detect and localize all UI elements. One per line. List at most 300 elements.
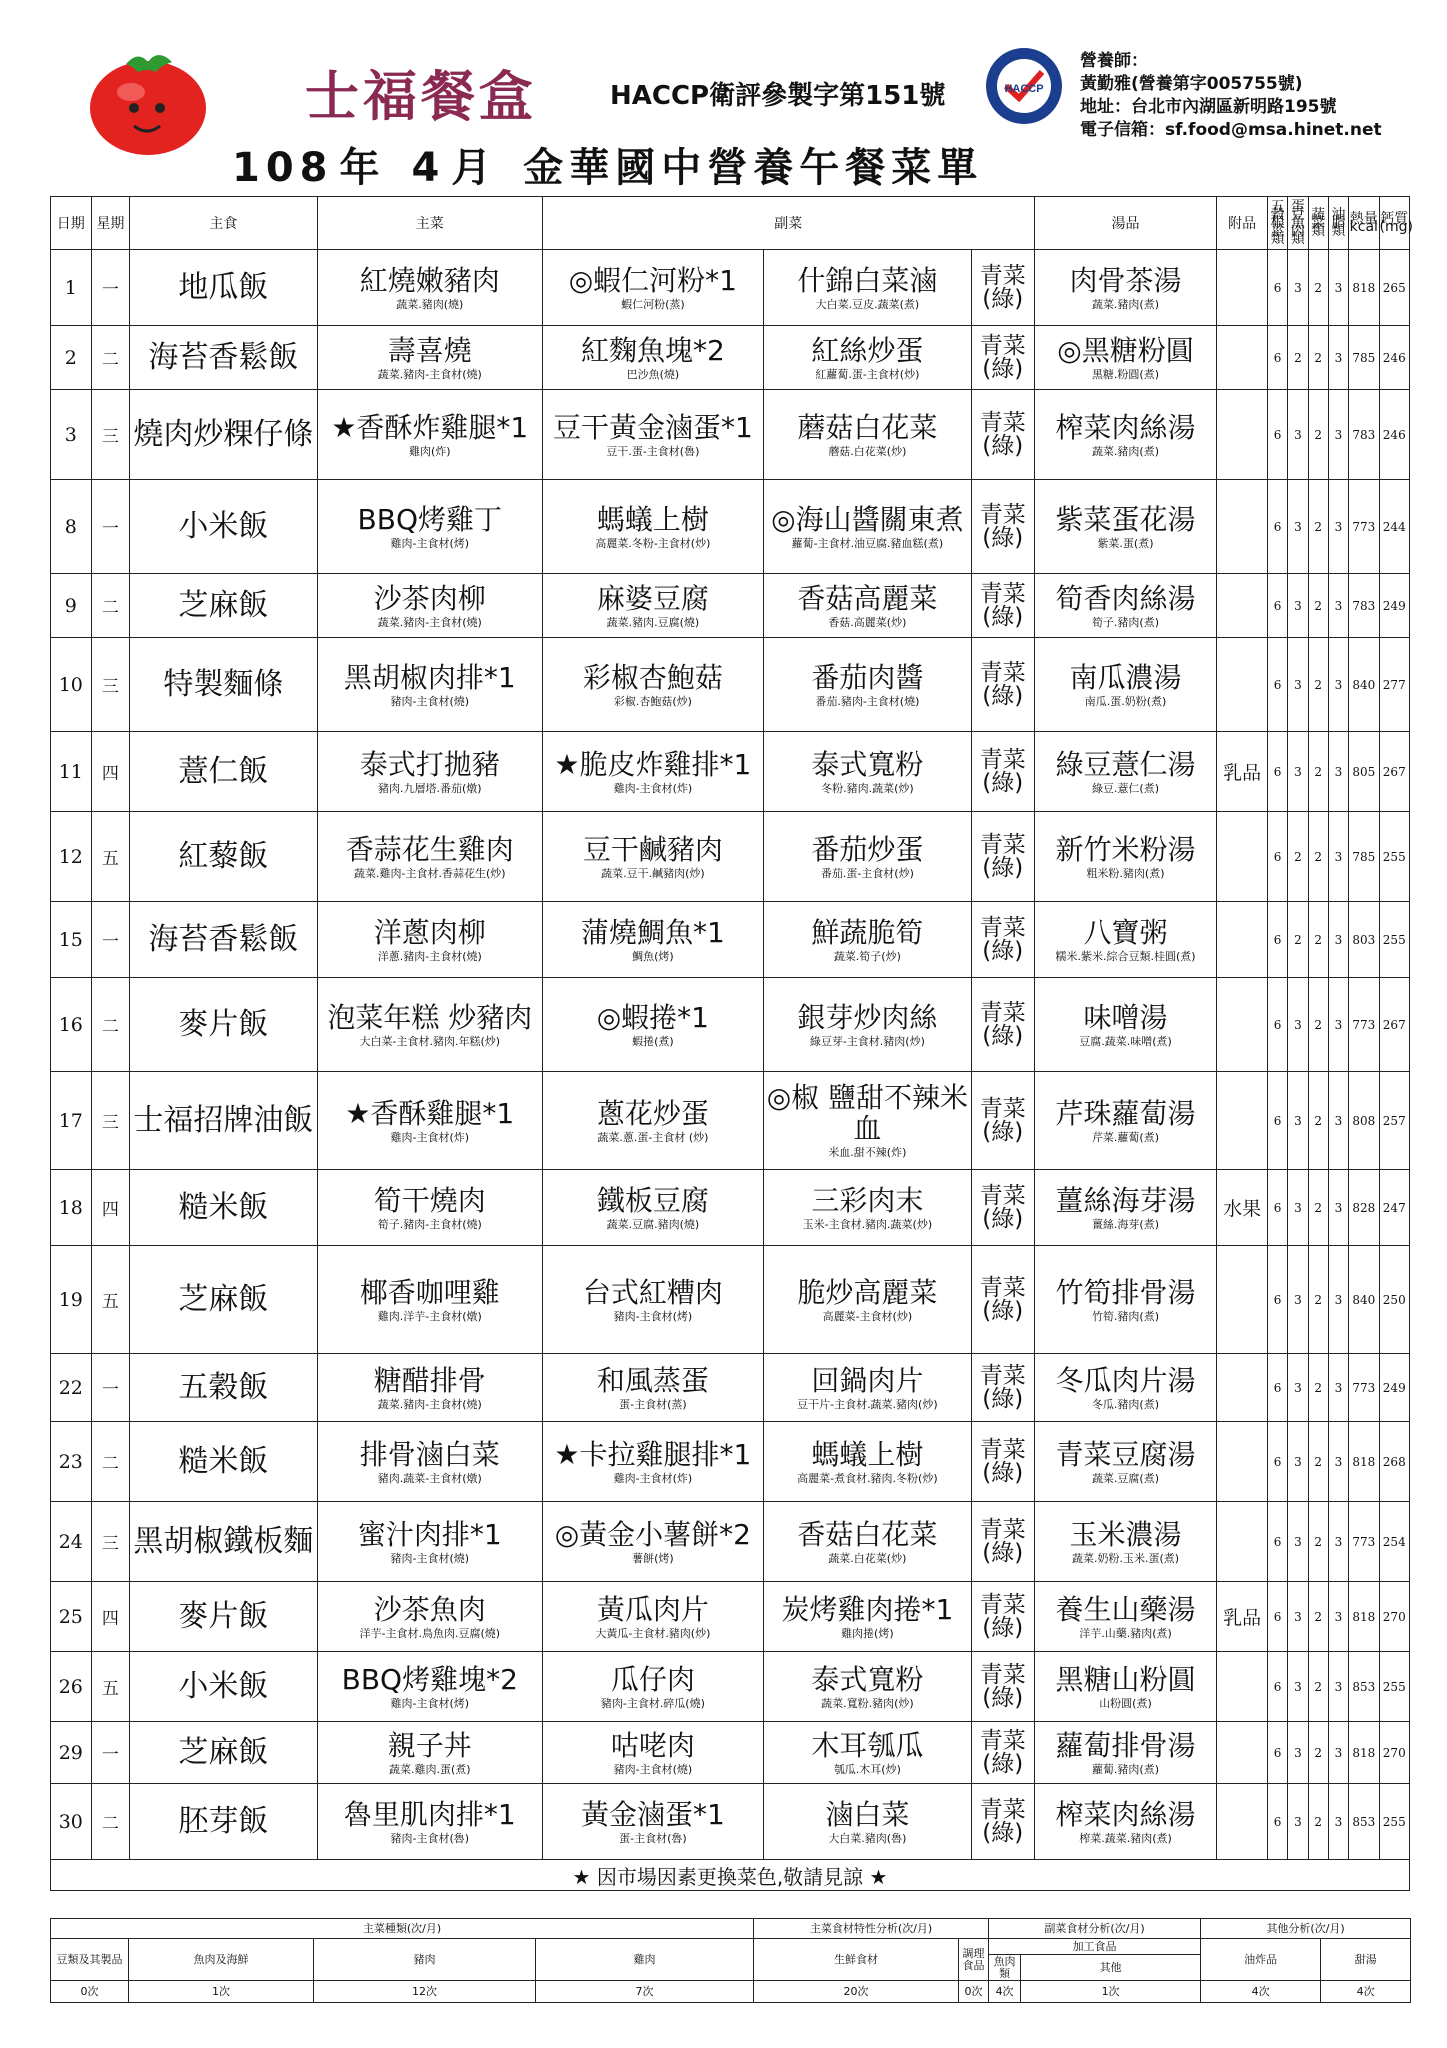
soup-name: 養生山藥湯 xyxy=(1055,1592,1196,1626)
soup-name: 南瓜濃湯 xyxy=(1069,660,1182,694)
main-dish-ingredients: 豬肉-主食材(魯) xyxy=(390,1831,470,1845)
soup-name: 榨菜肉絲湯 xyxy=(1055,410,1196,444)
soup-ingredients: 蔬菜.豆腐(煮) xyxy=(1091,1471,1160,1485)
nutrition-n1-cell: 6 xyxy=(1267,638,1287,732)
nutrition-n1-cell: 6 xyxy=(1267,902,1287,978)
side-dish-1-ingredients: 蝦捲(煮) xyxy=(632,1034,674,1048)
nutrition-ca-cell: 257 xyxy=(1379,1072,1409,1170)
nutrition-kcal-cell: 785 xyxy=(1349,812,1379,902)
weekday-cell: 五 xyxy=(91,812,130,902)
nutrition-n4-cell: 3 xyxy=(1328,1784,1348,1860)
nutrition-ca-cell: 249 xyxy=(1379,1354,1409,1422)
nutrition-n1-cell: 6 xyxy=(1267,326,1287,390)
nutrition-n2-cell: 3 xyxy=(1288,1652,1308,1722)
haccp-seal-icon xyxy=(984,46,1064,126)
nutrition-n2-cell: 3 xyxy=(1288,1170,1308,1246)
soup-cell xyxy=(1034,1170,1217,1246)
nutrition-n1-cell: 6 xyxy=(1267,1422,1287,1502)
nutrition-n2-cell: 3 xyxy=(1288,1784,1308,1860)
weekday-cell: 一 xyxy=(91,250,130,326)
staple-cell: 黑胡椒鐵板麵 xyxy=(130,1502,318,1582)
soup-cell xyxy=(1034,326,1217,390)
side-dish-1-cell xyxy=(542,250,763,326)
main-dish-ingredients: 蔬菜.豬肉-主食材(燒) xyxy=(377,1397,482,1411)
nutrition-ca-cell: 249 xyxy=(1379,574,1409,638)
side-dish-2-name: 紅絲炒蛋 xyxy=(811,333,924,367)
side-dish-2-cell xyxy=(763,1246,971,1354)
col-calories: 熱量kcal xyxy=(1349,197,1379,250)
summary-fishball-value: 4次 xyxy=(989,1981,1021,2003)
soup-ingredients: 蔬菜.豬肉(煮) xyxy=(1091,297,1160,311)
page-title xyxy=(232,136,989,193)
side-dish-1-ingredients: 豬肉-主食材.碎瓜(燒) xyxy=(600,1696,705,1710)
staple-cell: 麥片飯 xyxy=(130,1582,318,1652)
summary-chicken-value: 7次 xyxy=(536,1981,754,2003)
nutrition-ca-cell: 254 xyxy=(1379,1502,1409,1582)
nutrition-n4-cell: 3 xyxy=(1328,978,1348,1072)
soup-name: 榨菜肉絲湯 xyxy=(1055,1797,1196,1831)
side-dish-2-name: 銀芽炒肉絲 xyxy=(797,1000,938,1034)
nutrition-n4-cell: 3 xyxy=(1328,574,1348,638)
nutrition-ca-cell: 268 xyxy=(1379,1422,1409,1502)
side-dish-1-cell xyxy=(542,326,763,390)
soup-ingredients: 蔬菜.豬肉(煮) xyxy=(1091,444,1160,458)
extra-cell xyxy=(1217,480,1268,574)
main-dish-cell xyxy=(317,638,542,732)
table-row xyxy=(51,1652,1410,1722)
extra-cell xyxy=(1217,978,1268,1072)
nutrition-ca-cell: 255 xyxy=(1379,1652,1409,1722)
side-dish-1-cell xyxy=(542,1072,763,1170)
extra-cell xyxy=(1217,390,1268,480)
side-dish-2-ingredients: 大白菜.豬肉(魯) xyxy=(828,1831,907,1845)
nutrition-n3-cell: 2 xyxy=(1308,1652,1328,1722)
title-year: 108 xyxy=(232,145,334,191)
main-dish-cell xyxy=(317,390,542,480)
side-dish-2-name: 螞蟻上樹 xyxy=(811,1437,924,1471)
col-main-dish: 主菜 xyxy=(317,197,542,250)
soup-ingredients: 山粉圓(煮) xyxy=(1099,1696,1152,1710)
soup-cell xyxy=(1034,1652,1217,1722)
day-cell: 16 xyxy=(51,978,92,1072)
main-dish-name: 蜜汁肉排*1 xyxy=(357,1517,502,1551)
main-dish-ingredients: 豬肉.蔬菜-主食材(燉) xyxy=(377,1471,482,1485)
col-protein: 蛋豆魚肉類 xyxy=(1288,197,1308,250)
side-dish-1-cell xyxy=(542,1582,763,1652)
table-row xyxy=(51,326,1410,390)
side-dish-1-ingredients: 巴沙魚(燒) xyxy=(626,367,680,381)
side-dish-1-cell xyxy=(542,1354,763,1422)
vegetable-cell: 青菜(綠) xyxy=(971,1354,1034,1422)
col-day: 日期 xyxy=(51,197,92,250)
side-dish-1-ingredients: 豆干.蛋-主食材(魯) xyxy=(606,444,700,458)
col-fats: 油脂類 xyxy=(1328,197,1348,250)
soup-name: 筍香肉絲湯 xyxy=(1055,581,1196,615)
side-dish-2-name: 蘑菇白花菜 xyxy=(797,410,938,444)
tomato-logo-icon xyxy=(86,46,210,158)
extra-cell: 水果 xyxy=(1217,1170,1268,1246)
vegetable-cell: 青菜(綠) xyxy=(971,390,1034,480)
summary-sweet-header: 甜湯 xyxy=(1321,1939,1411,1981)
nutrition-n4-cell: 3 xyxy=(1328,1354,1348,1422)
side-dish-1-name: 咕咾肉 xyxy=(610,1728,695,1762)
title-month: 4 xyxy=(411,145,446,191)
nutrition-n2-cell: 3 xyxy=(1288,390,1308,480)
nutrition-kcal-cell: 785 xyxy=(1349,326,1379,390)
extra-cell xyxy=(1217,1422,1268,1502)
summary-prepared-header: 調理食品 xyxy=(959,1939,989,1981)
extra-cell xyxy=(1217,902,1268,978)
side-dish-1-ingredients: 薯餅(烤) xyxy=(632,1551,674,1565)
nutrition-kcal-cell: 773 xyxy=(1349,1502,1379,1582)
soup-ingredients: 薑絲.海芽(煮) xyxy=(1091,1217,1160,1231)
haccp-certificate-number: HACCP衛評參製字第151號 xyxy=(610,81,946,111)
side-dish-2-name: 脆炒高麗菜 xyxy=(797,1275,938,1309)
table-row xyxy=(51,480,1410,574)
main-dish-name: BBQ烤雞塊*2 xyxy=(341,1662,518,1696)
side-dish-1-cell xyxy=(542,1170,763,1246)
side-dish-1-ingredients: 蛋-主食材(魯) xyxy=(619,1831,687,1845)
table-row xyxy=(51,1422,1410,1502)
title-year-unit: 年 xyxy=(339,145,386,191)
soup-name: 蘿蔔排骨湯 xyxy=(1055,1728,1196,1762)
side-dish-1-cell xyxy=(542,390,763,480)
side-dish-2-cell xyxy=(763,574,971,638)
nutrition-n1-cell: 6 xyxy=(1267,390,1287,480)
side-dish-2-name: 木耳瓠瓜 xyxy=(811,1728,924,1762)
nutrition-ca-cell: 267 xyxy=(1379,732,1409,812)
staple-cell: 糙米飯 xyxy=(130,1170,318,1246)
summary-prepared-value: 0次 xyxy=(959,1981,989,2003)
day-cell: 25 xyxy=(51,1582,92,1652)
day-cell: 10 xyxy=(51,638,92,732)
table-row xyxy=(51,1072,1410,1170)
side-dish-1-cell xyxy=(542,1502,763,1582)
nutrition-n1-cell: 6 xyxy=(1267,1652,1287,1722)
nutrition-ca-cell: 265 xyxy=(1379,250,1409,326)
main-dish-name: 黑胡椒肉排*1 xyxy=(343,660,516,694)
side-dish-2-ingredients: 番茄.豬肉-主食材(燒) xyxy=(815,694,920,708)
vegetable-cell: 青菜(綠) xyxy=(971,1246,1034,1354)
weekday-cell: 三 xyxy=(91,638,130,732)
side-dish-1-ingredients: 高麗菜.冬粉-主食材(炒) xyxy=(595,536,711,550)
day-cell: 17 xyxy=(51,1072,92,1170)
main-dish-name: 親子丼 xyxy=(387,1728,472,1762)
nutrition-ca-cell: 270 xyxy=(1379,1722,1409,1784)
main-dish-name: 沙茶魚肉 xyxy=(373,1592,486,1626)
soup-name: 八寶粥 xyxy=(1083,915,1168,949)
nutrition-n1-cell: 6 xyxy=(1267,1784,1287,1860)
nutrition-n2-cell: 2 xyxy=(1288,902,1308,978)
side-dish-1-name: 黃瓜肉片 xyxy=(596,1592,709,1626)
col-side-dish: 副菜 xyxy=(542,197,1034,250)
main-dish-name: 泡菜年糕 炒豬肉 xyxy=(327,1000,533,1034)
soup-cell xyxy=(1034,1502,1217,1582)
day-cell: 11 xyxy=(51,732,92,812)
dietitian-name: 黃勤雅(營養第字005755號) xyxy=(1080,74,1303,94)
side-dish-2-name: 泰式寬粉 xyxy=(811,1662,924,1696)
nutrition-n1-cell: 6 xyxy=(1267,1582,1287,1652)
extra-cell xyxy=(1217,1354,1268,1422)
nutrition-n1-cell: 6 xyxy=(1267,480,1287,574)
side-dish-2-name: ◎椒 鹽甜不辣米血 xyxy=(766,1081,969,1145)
main-dish-cell xyxy=(317,1652,542,1722)
staple-cell: 特製麵條 xyxy=(130,638,318,732)
side-dish-2-ingredients: 豆干片-主食材.蔬菜.豬肉(炒) xyxy=(797,1397,938,1411)
side-dish-2-cell xyxy=(763,250,971,326)
side-dish-1-cell xyxy=(542,978,763,1072)
company-address: 地址：台北市內湖區新明路195號 xyxy=(1080,97,1337,117)
side-dish-2-cell xyxy=(763,902,971,978)
nutrition-kcal-cell: 808 xyxy=(1349,1072,1379,1170)
main-dish-ingredients: 雞肉(炸) xyxy=(408,444,451,458)
side-dish-1-ingredients: 豬肉-主食材(燒) xyxy=(613,1762,693,1776)
nutrition-n3-cell: 2 xyxy=(1308,638,1328,732)
menu-header xyxy=(0,0,1447,196)
day-cell: 23 xyxy=(51,1422,92,1502)
nutrition-kcal-cell: 818 xyxy=(1349,1422,1379,1502)
soup-ingredients: 豆腐.蔬菜.味噌(煮) xyxy=(1079,1034,1172,1048)
day-cell: 1 xyxy=(51,250,92,326)
side-dish-1-name: ◎蝦捲*1 xyxy=(596,1000,709,1034)
extra-cell xyxy=(1217,1246,1268,1354)
side-dish-2-cell xyxy=(763,1502,971,1582)
table-row xyxy=(51,1582,1410,1652)
soup-ingredients: 榨菜.蔬菜.豬肉(煮) xyxy=(1079,1831,1172,1845)
nutrition-n2-cell: 2 xyxy=(1288,326,1308,390)
summary-main-types-label: 主菜種類(次/月) xyxy=(51,1919,754,1939)
side-dish-2-cell xyxy=(763,1072,971,1170)
main-dish-name: 糖醋排骨 xyxy=(373,1363,486,1397)
weekday-cell: 二 xyxy=(91,978,130,1072)
side-dish-1-cell xyxy=(542,1722,763,1784)
col-vegetables: 蔬菜類 xyxy=(1308,197,1328,250)
staple-cell: 士福招牌油飯 xyxy=(130,1072,318,1170)
soup-ingredients: 筍子.豬肉(煮) xyxy=(1091,615,1160,629)
side-dish-2-ingredients: 高麗菜-主食材(炒) xyxy=(822,1309,913,1323)
side-dish-1-cell xyxy=(542,1652,763,1722)
nutrition-n3-cell: 2 xyxy=(1308,480,1328,574)
side-dish-1-name: 紅麴魚塊*2 xyxy=(580,333,725,367)
nutrition-n3-cell: 2 xyxy=(1308,812,1328,902)
vegetable-cell: 青菜(綠) xyxy=(971,902,1034,978)
monthly-analysis-table xyxy=(50,1918,1411,2003)
summary-subgroup-row xyxy=(51,1939,1411,1955)
main-dish-ingredients: 洋蔥.豬肉-主食材(燒) xyxy=(377,949,482,963)
company-email[interactable]: 電子信箱：sf.food@msa.hinet.net xyxy=(1080,120,1382,140)
nutrition-ca-cell: 267 xyxy=(1379,978,1409,1072)
weekday-cell: 一 xyxy=(91,1722,130,1784)
table-row xyxy=(51,1170,1410,1246)
side-dish-1-name: 螞蟻上樹 xyxy=(596,502,709,536)
summary-fish-value: 1次 xyxy=(129,1981,314,2003)
extra-cell xyxy=(1217,1652,1268,1722)
weekday-cell: 一 xyxy=(91,1354,130,1422)
main-dish-cell xyxy=(317,902,542,978)
main-dish-cell xyxy=(317,812,542,902)
soup-cell xyxy=(1034,574,1217,638)
staple-cell: 小米飯 xyxy=(130,1652,318,1722)
nutrition-kcal-cell: 828 xyxy=(1349,1170,1379,1246)
extra-cell xyxy=(1217,1722,1268,1784)
main-dish-name: BBQ烤雞丁 xyxy=(357,502,502,536)
side-dish-2-name: 泰式寬粉 xyxy=(811,747,924,781)
nutrition-n1-cell: 6 xyxy=(1267,250,1287,326)
side-dish-2-name: 番茄肉醬 xyxy=(811,660,924,694)
soup-ingredients: 芹菜.蘿蔔(煮) xyxy=(1091,1130,1160,1144)
nutrition-n2-cell: 3 xyxy=(1288,1502,1308,1582)
weekday-cell: 三 xyxy=(91,390,130,480)
main-dish-name: 香蒜花生雞肉 xyxy=(345,832,514,866)
nutrition-kcal-cell: 818 xyxy=(1349,1722,1379,1784)
summary-fishball-header: 魚肉類 xyxy=(989,1955,1021,1981)
soup-name: ◎黑糖粉圓 xyxy=(1057,333,1194,367)
nutrition-kcal-cell: 818 xyxy=(1349,250,1379,326)
table-row xyxy=(51,638,1410,732)
side-dish-1-name: ◎黃金小薯餅*2 xyxy=(554,1517,751,1551)
main-dish-cell xyxy=(317,480,542,574)
main-dish-cell xyxy=(317,250,542,326)
main-dish-ingredients: 洋芋-主食材.鳥魚肉.豆腐(燒) xyxy=(359,1626,501,1640)
nutrition-n2-cell: 3 xyxy=(1288,638,1308,732)
summary-pork-header: 豬肉 xyxy=(314,1939,536,1981)
vegetable-cell: 青菜(綠) xyxy=(971,1722,1034,1784)
extra-cell xyxy=(1217,1784,1268,1860)
side-dish-1-cell xyxy=(542,902,763,978)
side-dish-1-ingredients: 鯛魚(烤) xyxy=(632,949,674,963)
side-dish-2-name: 炭烤雞肉捲*1 xyxy=(781,1592,954,1626)
nutrition-kcal-cell: 773 xyxy=(1349,480,1379,574)
side-dish-1-name: ★卡拉雞腿排*1 xyxy=(554,1437,752,1471)
main-dish-ingredients: 雞肉.洋芋-主食材(燉) xyxy=(377,1309,482,1323)
side-dish-2-cell xyxy=(763,390,971,480)
nutrition-n4-cell: 3 xyxy=(1328,1170,1348,1246)
staple-cell: 地瓜飯 xyxy=(130,250,318,326)
nutrition-kcal-cell: 783 xyxy=(1349,390,1379,480)
nutrition-n3-cell: 2 xyxy=(1308,732,1328,812)
side-dish-2-name: 什錦白菜滷 xyxy=(797,263,938,297)
soup-ingredients: 蘿蔔.豬肉(煮) xyxy=(1091,1762,1160,1776)
nutrition-n4-cell: 3 xyxy=(1328,1422,1348,1502)
main-dish-cell xyxy=(317,1422,542,1502)
main-dish-ingredients: 蔬菜.雞肉-主食材.香蒜花生(炒) xyxy=(354,866,506,880)
side-dish-1-cell xyxy=(542,1246,763,1354)
weekday-cell: 四 xyxy=(91,732,130,812)
staple-cell: 芝麻飯 xyxy=(130,1246,318,1354)
summary-sweet-value: 4次 xyxy=(1321,1981,1411,2003)
side-dish-2-ingredients: 紅蘿蔔.蛋-主食材(炒) xyxy=(815,367,920,381)
nutrition-n3-cell: 2 xyxy=(1308,250,1328,326)
side-dish-2-ingredients: 高麗菜-煮食材.豬肉.冬粉(炒) xyxy=(797,1471,938,1485)
soup-cell xyxy=(1034,812,1217,902)
main-dish-name: 壽喜燒 xyxy=(387,333,472,367)
staple-cell: 薏仁飯 xyxy=(130,732,318,812)
side-dish-2-cell xyxy=(763,812,971,902)
day-cell: 30 xyxy=(51,1784,92,1860)
main-dish-ingredients: 蔬菜.豬肉-主食材(燒) xyxy=(377,615,482,629)
side-dish-2-ingredients: 玉米-主食材.豬肉.蔬菜(炒) xyxy=(802,1217,933,1231)
nutrition-n4-cell: 3 xyxy=(1328,812,1348,902)
main-dish-name: 紅燒嫩豬肉 xyxy=(359,263,500,297)
summary-chicken-header: 雞肉 xyxy=(536,1939,754,1981)
summary-value-row xyxy=(51,1981,1411,2003)
side-dish-1-ingredients: 大黃瓜-主食材.豬肉(炒) xyxy=(595,1626,711,1640)
nutrition-n2-cell: 3 xyxy=(1288,480,1308,574)
nutrition-n2-cell: 3 xyxy=(1288,1246,1308,1354)
vegetable-cell: 青菜(綠) xyxy=(971,480,1034,574)
summary-fish-header: 魚肉及海鮮 xyxy=(129,1939,314,1981)
vegetable-cell: 青菜(綠) xyxy=(971,1784,1034,1860)
soup-ingredients: 紫菜.蛋(煮) xyxy=(1097,536,1154,550)
table-row xyxy=(51,978,1410,1072)
nutrition-n1-cell: 6 xyxy=(1267,732,1287,812)
nutrition-n3-cell: 2 xyxy=(1308,902,1328,978)
table-row xyxy=(51,1354,1410,1422)
summary-side-label: 副菜食材分析(次/月) xyxy=(989,1919,1201,1939)
col-staple: 主食 xyxy=(130,197,318,250)
nutrition-n2-cell: 3 xyxy=(1288,978,1308,1072)
table-row xyxy=(51,1502,1410,1582)
side-dish-1-cell xyxy=(542,732,763,812)
nutrition-n1-cell: 6 xyxy=(1267,978,1287,1072)
title-month-unit: 月 xyxy=(451,145,498,191)
nutrition-kcal-cell: 773 xyxy=(1349,1354,1379,1422)
nutrition-n4-cell: 3 xyxy=(1328,250,1348,326)
soup-name: 青菜豆腐湯 xyxy=(1055,1437,1196,1471)
day-cell: 3 xyxy=(51,390,92,480)
staple-cell: 五穀飯 xyxy=(130,1354,318,1422)
vegetable-cell: 青菜(綠) xyxy=(971,1502,1034,1582)
lunch-menu-table xyxy=(50,196,1413,1891)
table-row xyxy=(51,1246,1410,1354)
staple-cell: 海苔香鬆飯 xyxy=(130,326,318,390)
summary-misc-value: 1次 xyxy=(1021,1981,1201,2003)
day-cell: 9 xyxy=(51,574,92,638)
vegetable-cell: 青菜(綠) xyxy=(971,326,1034,390)
day-cell: 26 xyxy=(51,1652,92,1722)
weekday-cell: 四 xyxy=(91,1170,130,1246)
side-dish-2-name: 香菇白花菜 xyxy=(797,1517,938,1551)
soup-cell xyxy=(1034,902,1217,978)
soup-ingredients: 綠豆.薏仁(煮) xyxy=(1091,781,1160,795)
nutrition-kcal-cell: 783 xyxy=(1349,574,1379,638)
nutrition-ca-cell: 277 xyxy=(1379,638,1409,732)
extra-cell: 乳品 xyxy=(1217,732,1268,812)
staple-cell: 芝麻飯 xyxy=(130,1722,318,1784)
weekday-cell: 二 xyxy=(91,326,130,390)
main-dish-ingredients: 蔬菜.豬肉-主食材(燒) xyxy=(377,367,482,381)
soup-name: 肉骨茶湯 xyxy=(1069,263,1182,297)
soup-cell xyxy=(1034,480,1217,574)
side-dish-1-name: 台式紅糟肉 xyxy=(582,1275,723,1309)
soup-ingredients: 糯米.紫米.綜合豆類.桂圓(煮) xyxy=(1055,949,1196,963)
extra-cell xyxy=(1217,812,1268,902)
main-dish-name: 筍干燒肉 xyxy=(373,1183,486,1217)
col-soup: 湯品 xyxy=(1034,197,1217,250)
main-dish-ingredients: 豬肉-主食材(燒) xyxy=(390,694,470,708)
nutrition-n4-cell: 3 xyxy=(1328,1246,1348,1354)
side-dish-1-ingredients: 蛋-主食材(蒸) xyxy=(619,1397,687,1411)
summary-misc-header: 其他 xyxy=(1021,1955,1201,1981)
soup-cell xyxy=(1034,1354,1217,1422)
side-dish-1-name: ★脆皮炸雞排*1 xyxy=(554,747,752,781)
nutrition-n3-cell: 2 xyxy=(1308,1582,1328,1652)
day-cell: 19 xyxy=(51,1246,92,1354)
side-dish-2-ingredients: 蔬菜.筍子(炒) xyxy=(833,949,901,963)
side-dish-2-ingredients: 蘑菇.白花菜(炒) xyxy=(828,444,907,458)
extra-cell: 乳品 xyxy=(1217,1582,1268,1652)
nutrition-kcal-cell: 853 xyxy=(1349,1784,1379,1860)
